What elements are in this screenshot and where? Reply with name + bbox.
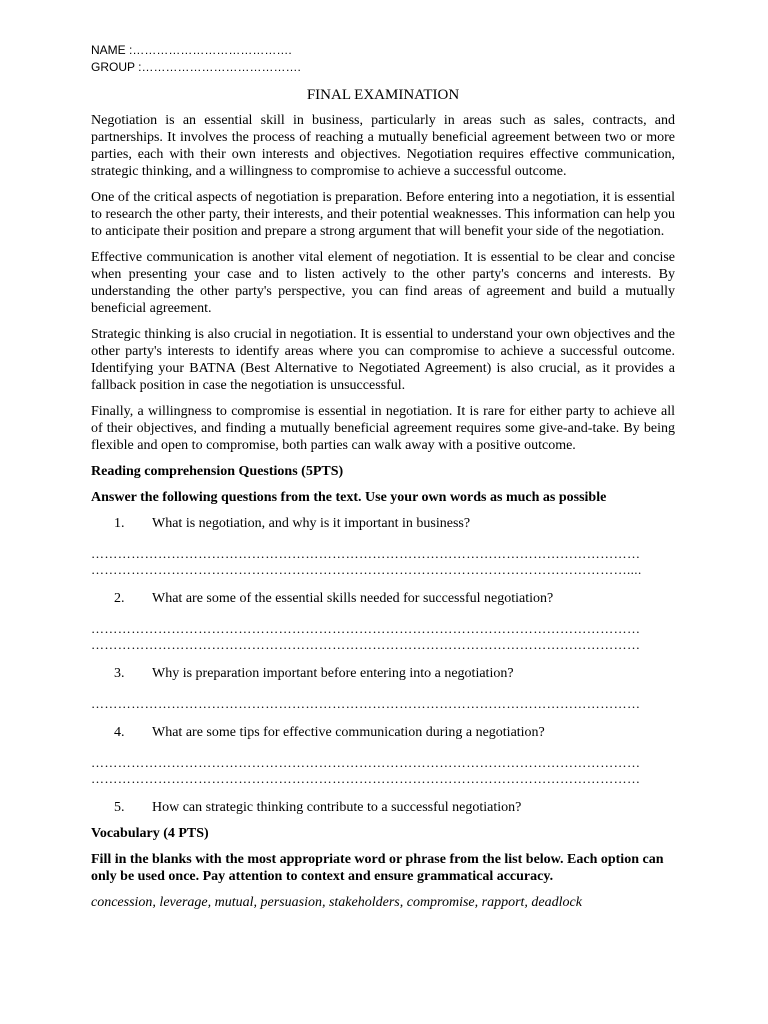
page-title: FINAL EXAMINATION: [306, 87, 460, 103]
vocabulary-instruction: Fill in the blanks with the most appropriate word or phrase from the list below. Each option can only be used once. Pay attention to context and ensure grammatical accuracy.: [91, 852, 664, 884]
answer-line: …………………………………………………………………………………………………………....: [91, 562, 642, 577]
answer-line: ……………………………………………………………………………………………………………: [91, 637, 641, 652]
question-1-text: What is negotiation, and why is it important in business?: [152, 516, 471, 531]
answer-1[interactable]: [91, 546, 675, 578]
question-4-text: What are some tips for effective communication during a negotiation?: [152, 725, 545, 740]
answer-line: ……………………………………………………………………………………………………………: [91, 755, 641, 770]
reading-instruction: Answer the following questions from the text. Use your own words as much as possible: [91, 490, 607, 505]
question-2-number: 2.: [114, 591, 125, 606]
vocabulary-word-list: concession, leverage, mutual, persuasion, stakeholders, compromise, rapport, deadlock: [91, 895, 582, 910]
question-5: [91, 799, 675, 816]
paragraph-2: One of the critical aspects of negotiation is preparation. Before entering into a negotiation, it is essential to research the other party, their interests, and their potential weaknesses. This information can help you to anticipate their position and prepare a strong argument that will benefit your side of the negotiation.: [91, 190, 675, 239]
vocabulary-heading: Vocabulary (4 PTS): [91, 826, 209, 841]
exam-page: [91, 42, 675, 911]
answer-line: ……………………………………………………………………………………………………………: [91, 621, 641, 636]
answer-line: ……………………………………………………………………………………………………………: [91, 771, 641, 786]
paragraph-4: Strategic thinking is also crucial in negotiation. It is essential to understand your own objectives and the other party's interests to identify areas where you can compromise to achieve a successful outcome. Identifying your BATNA (Best Alternative to Negotiated Agreement) is also crucial, as it provides a fallback position in case the negotiation is unsuccessful.: [91, 327, 675, 393]
question-4-number: 4.: [114, 725, 125, 740]
paragraph-5: Finally, a willingness to compromise is essential in negotiation. It is rare for either party to achieve all of their objectives, and finding a mutually beneficial agreement requires some give-and-take. By being flexible and open to compromise, both parties can walk away with a positive outcome.: [91, 404, 675, 453]
question-5-number: 5.: [114, 800, 125, 815]
answer-line: ……………………………………………………………………………………………………………: [91, 546, 641, 561]
group-field-line: GROUP :………………………………….: [91, 60, 301, 74]
question-2: [91, 590, 675, 607]
name-field-line: NAME :………………………………….: [91, 43, 292, 57]
reading-heading: Reading comprehension Questions (5PTS): [91, 464, 344, 479]
question-1: [91, 515, 675, 532]
answer-line: ……………………………………………………………………………………………………………: [91, 696, 641, 711]
answer-2[interactable]: [91, 621, 675, 653]
answer-3[interactable]: [91, 696, 675, 712]
answer-4[interactable]: [91, 755, 675, 787]
paragraph-3: Effective communication is another vital element of negotiation. It is essential to be clear and concise when presenting your case and to listen actively to the other party's concerns and interests. By understanding the other party's perspective, you can find areas of agreement and build a mutually beneficial agreement.: [91, 250, 675, 316]
question-4: [91, 724, 675, 741]
question-5-text: How can strategic thinking contribute to a successful negotiation?: [152, 800, 522, 815]
question-3: [91, 665, 675, 682]
question-3-text: Why is preparation important before entering into a negotiation?: [152, 666, 514, 681]
question-3-number: 3.: [114, 666, 125, 681]
question-2-text: What are some of the essential skills needed for successful negotiation?: [152, 591, 554, 606]
question-1-number: 1.: [114, 516, 125, 531]
paragraph-1: Negotiation is an essential skill in business, particularly in areas such as sales, contracts, and partnerships. It involves the process of reaching a mutually beneficial agreement between two or more parties, each with their own interests and objectives. Negotiation requires effective communication, strategic thinking, and a willingness to compromise to achieve a successful outcome.: [91, 113, 675, 179]
